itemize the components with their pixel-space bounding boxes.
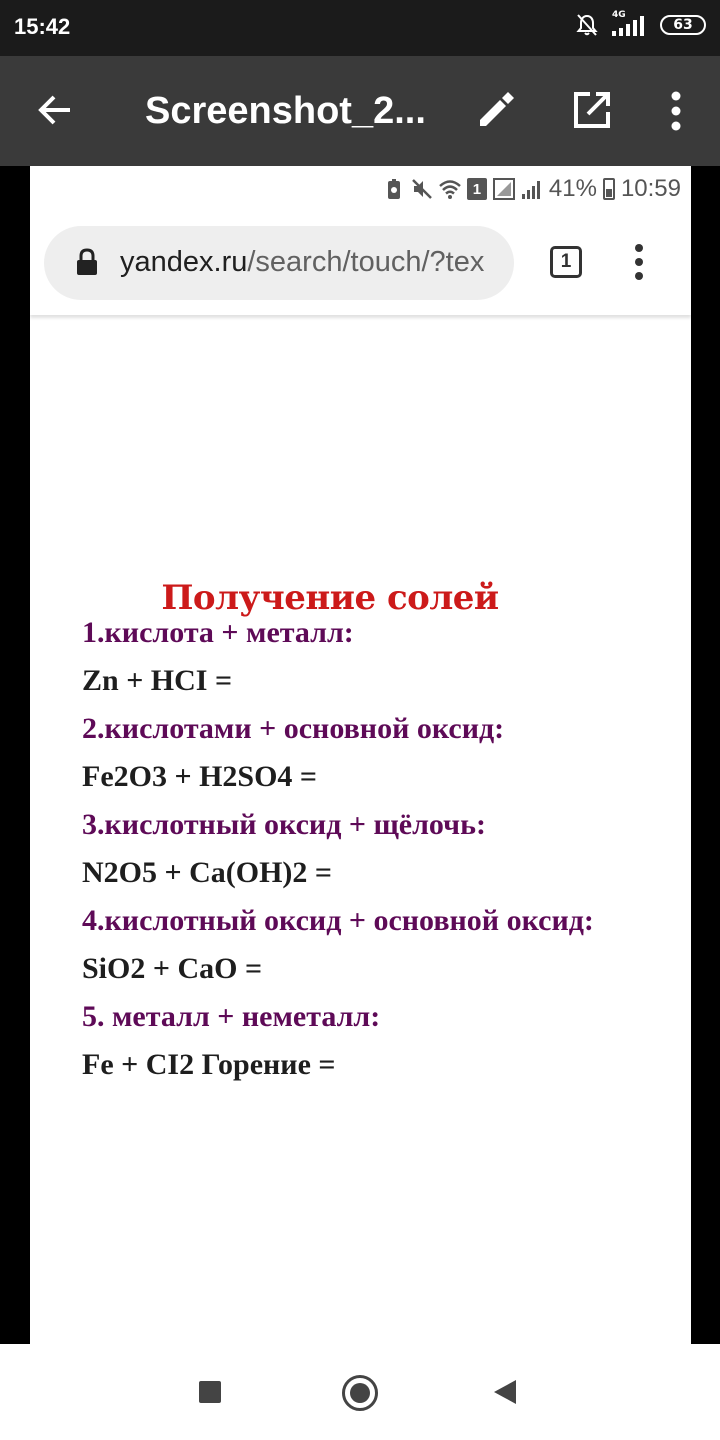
url-path: /search/touch/?tex — [247, 246, 485, 278]
inner-battery-icon — [603, 178, 615, 200]
inner-battery-percent: 41% — [548, 175, 597, 202]
browser-menu-icon[interactable] — [632, 242, 646, 282]
battery-icon — [660, 15, 706, 35]
url-domain: yandex.ru — [120, 246, 248, 278]
back-triangle-icon[interactable] — [494, 1380, 516, 1404]
lock-icon — [76, 248, 98, 276]
content-frame — [0, 166, 720, 1344]
reaction-heading-3: 3.кислотный оксид + щёлочь: — [82, 808, 486, 841]
url-text — [120, 246, 484, 279]
equation-1: Zn + HCI = — [82, 664, 233, 697]
signal-icon — [610, 12, 650, 38]
reaction-heading-1: 1.кислота + металл: — [82, 616, 354, 649]
battery-level: 63 — [673, 17, 693, 33]
reaction-heading-5: 5. металл + неметалл: — [82, 1000, 381, 1033]
navigation-bar — [0, 1344, 720, 1440]
open-external-icon[interactable] — [572, 90, 612, 130]
battery-saver-icon — [383, 178, 405, 200]
app-bar — [0, 56, 720, 166]
status-icons — [574, 12, 706, 38]
screenshot-image — [30, 166, 691, 1344]
app-title: Screenshot_2... — [145, 90, 426, 132]
mute-icon — [411, 178, 433, 200]
back-arrow-icon[interactable] — [36, 90, 76, 130]
url-field[interactable] — [44, 226, 514, 300]
status-time: 15:42 — [14, 14, 71, 39]
recents-square-icon[interactable] — [199, 1381, 221, 1403]
reaction-heading-4: 4.кислотный оксид + основной оксид: — [82, 904, 594, 937]
equation-4: SiO2 + CaO = — [82, 952, 263, 985]
wifi-icon — [439, 178, 461, 200]
equation-2: Fe2O3 + H2SO4 = — [82, 760, 318, 793]
edit-pencil-icon[interactable] — [476, 90, 516, 130]
signal-box-icon — [493, 178, 515, 200]
equation-5: Fe + CI2 Горение = — [82, 1048, 336, 1081]
equation-3: N2O5 + Ca(OH)2 = — [82, 856, 333, 889]
reaction-heading-2: 2.кислотами + основной оксид: — [82, 712, 505, 745]
bell-off-icon — [574, 12, 600, 38]
browser-address-bar — [30, 210, 691, 315]
inner-time: 10:59 — [620, 175, 681, 202]
network-label: 4G — [612, 10, 626, 20]
inner-status-bar — [383, 174, 681, 204]
slide-title: Получение солей — [161, 578, 499, 618]
signal-bars-icon — [521, 178, 543, 200]
slide-content — [30, 566, 691, 1086]
home-circle-icon[interactable] — [342, 1375, 378, 1411]
more-vert-icon[interactable] — [664, 90, 688, 132]
tab-count-button[interactable]: 1 — [550, 246, 582, 278]
status-bar — [0, 0, 720, 56]
sim-badge: 1 — [467, 178, 487, 200]
